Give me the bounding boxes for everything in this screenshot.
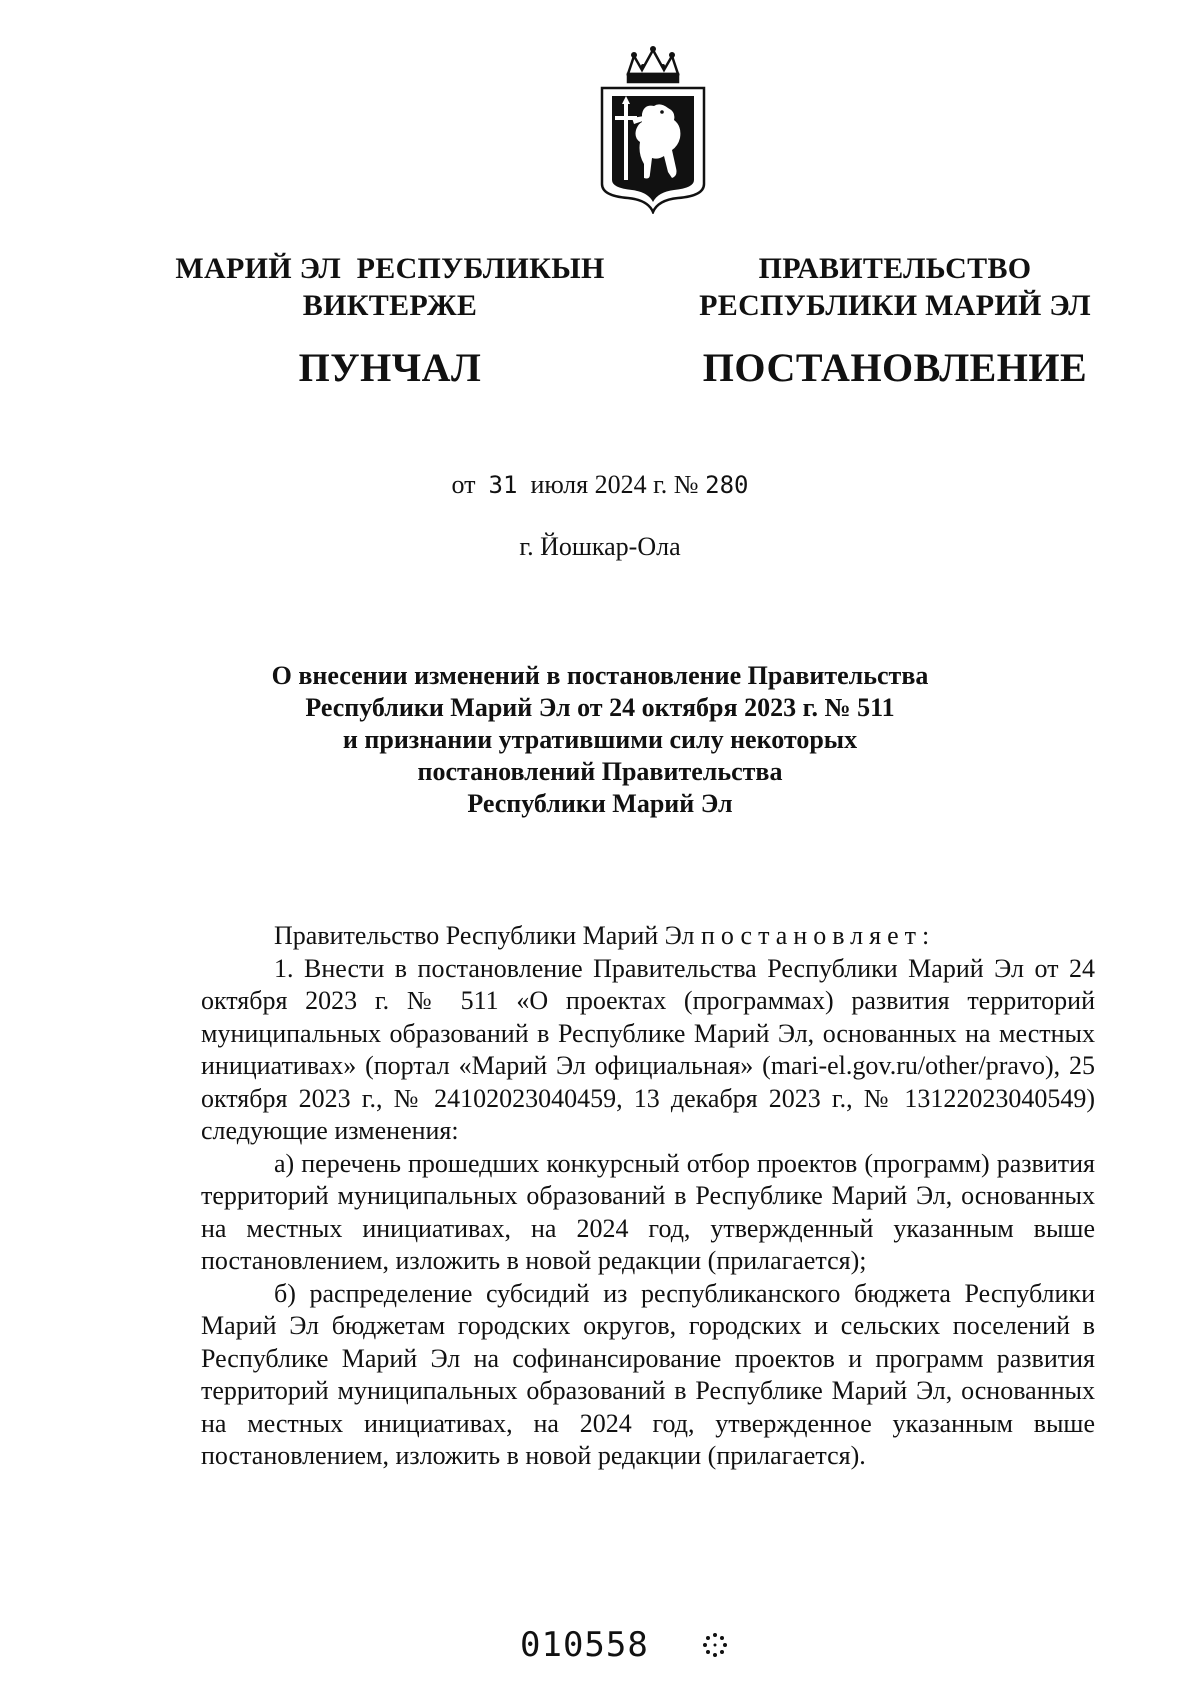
header-right-doc-type: ПОСТАНОВЛЕНИЕ [702, 345, 1088, 390]
title-line: Республики Марий Эл от 24 октября 2023 г. № 511 [305, 693, 895, 722]
header-right-line1: ПРАВИТЕЛЬСТВО [758, 252, 1032, 285]
document-title [200, 660, 1000, 820]
header-left-doc-type: ПУНЧАЛ [298, 345, 482, 390]
document-date-line [0, 470, 1200, 500]
preamble-text: Правительство Республики Марий Эл [274, 921, 695, 950]
header-left-line1: МАРИЙ ЭЛ РЕСПУБЛИКЫН [175, 252, 605, 285]
document-city: г. Йошкар-Ола [519, 532, 681, 561]
dotted-star-mark-icon [702, 1632, 728, 1658]
header-left [160, 250, 620, 392]
preamble [201, 920, 1095, 953]
paragraph-b: б) распределение субсидий из республиканского бюджета Республики Марий Эл бюджетам городских округов, городских и сельских поселений в Республике Марий Эл на софинансирование проектов и программ развития территорий муниципальных образований в Республике Марий Эл, основанных на местных инициативах, на 2024 год, утвержденное указанным выше постановлением, изложить в новой редакции (прилагается). [201, 1278, 1095, 1470]
coat-of-arms-emblem [598, 46, 708, 214]
paragraph-1: 1. Внести в постановление Правительства Республики Марий Эл от 24 октября 2023 г. № 511 «О проектах (программах) развития территорий муниципальных образований в Республике Марий Эл, основанных на местных инициативах» (портал «Марий Эл официальная» (mari-el.gov.ru/other/pravo), 25 октября 2023 г., № 24102023040459, 13 декабря 2023 г., № 13122023040549) следующие изменения: [201, 953, 1095, 1145]
date-prefix: от [451, 470, 476, 499]
date-day: 31 [488, 471, 518, 499]
paragraph-a: а) перечень прошедших конкурсный отбор проектов (программ) развития территорий муниципальных образований в Республике Марий Эл, основанных на местных инициативах, на 2024 год, утвержденный указанным выше постановлением, изложить в новой редакции (прилагается); [201, 1148, 1095, 1275]
date-month-year: июля 2024 г. № [530, 470, 699, 499]
title-line: Республики Марий Эл [467, 789, 733, 818]
title-line: О внесении изменений в постановление Правительства [271, 661, 929, 690]
serial-number: 010558 [520, 1625, 649, 1665]
header-right [660, 250, 1130, 392]
header-right-line2: РЕСПУБЛИКИ МАРИЙ ЭЛ [699, 289, 1091, 322]
preamble-resolves: постановляет: [700, 921, 936, 950]
title-line: постановлений Правительства [417, 757, 783, 786]
document-number: 280 [705, 471, 749, 499]
document-body [201, 920, 1095, 1473]
title-line: и признании утратившими силу некоторых [342, 725, 858, 754]
header-left-line2: ВИКТЕРЖЕ [302, 289, 478, 322]
